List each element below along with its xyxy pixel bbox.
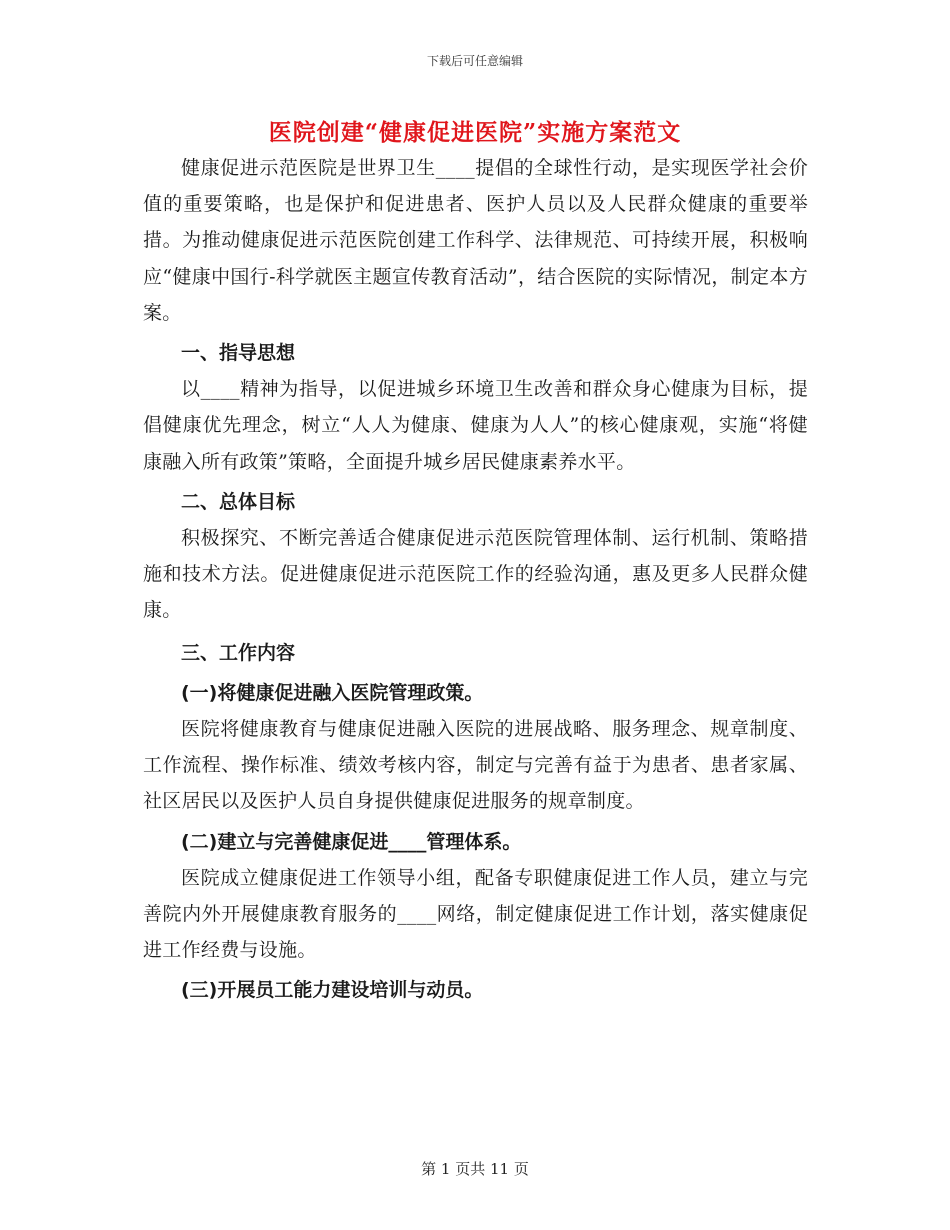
section-text-2: 积极探究、不断完善适合健康促进示范医院管理体制、运行机制、策略措施和技术方法。促进健康促进示范医院工作的经验沟通，惠及更多人民群众健康。 [143, 527, 808, 622]
section-heading-1: 一、指导思想 [181, 342, 296, 365]
document-title: 医院创建“健康促进医院”实施方案范文 [268, 119, 682, 146]
page-footer: 第 1 页共 11 页 [421, 1160, 529, 1178]
subsection-heading-3-3: (三)开展员工能力建设培训与动员。 [181, 979, 484, 1002]
page-header: 下载后可任意编辑 [426, 54, 523, 68]
document-body [143, 150, 808, 1009]
section-heading-2: 二、总体目标 [181, 490, 296, 513]
subsection-text-3-1: 医院将健康教育与健康促进融入医院的进展战略、服务理念、规章制度、工作流程、操作标准、绩效考核内容，制定与完善有益于为患者、患者家属、社区居民以及医护人员自身提供健康促进服务的规章制度。 [143, 718, 808, 813]
section-text-1: 以____精神为指导，以促进城乡环境卫生改善和群众身心健康为目标，提倡健康优先理念，树立“人人为健康、健康为人人”的核心健康观，实施“将健康融入所有政策”策略，全面提升城乡居民健康素养水平。 [143, 378, 808, 473]
subsection-heading-3-1: (一)将健康促进融入医院管理政策。 [181, 681, 484, 704]
intro-paragraph: 健康促进示范医院是世界卫生____提倡的全球性行动，是实现医学社会价值的重要策略，也是保护和促进患者、医护人员以及人民群众健康的重要举措。为推动健康促进示范医院创建工作科学、法律规范、可持续开展，积极响应“健康中国行-科学就医主题宣传教育活动”，结合医院的实际情况，制定本方案。 [143, 157, 808, 324]
subsection-heading-3-2: (二)建立与完善健康促进____管理体系。 [181, 830, 522, 853]
section-heading-3: 三、工作内容 [181, 641, 296, 664]
subsection-text-3-2: 医院成立健康促进工作领导小组，配备专职健康促进工作人员，建立与完善院内外开展健康教育服务的____网络，制定健康促进工作计划，落实健康促进工作经费与设施。 [143, 866, 808, 962]
